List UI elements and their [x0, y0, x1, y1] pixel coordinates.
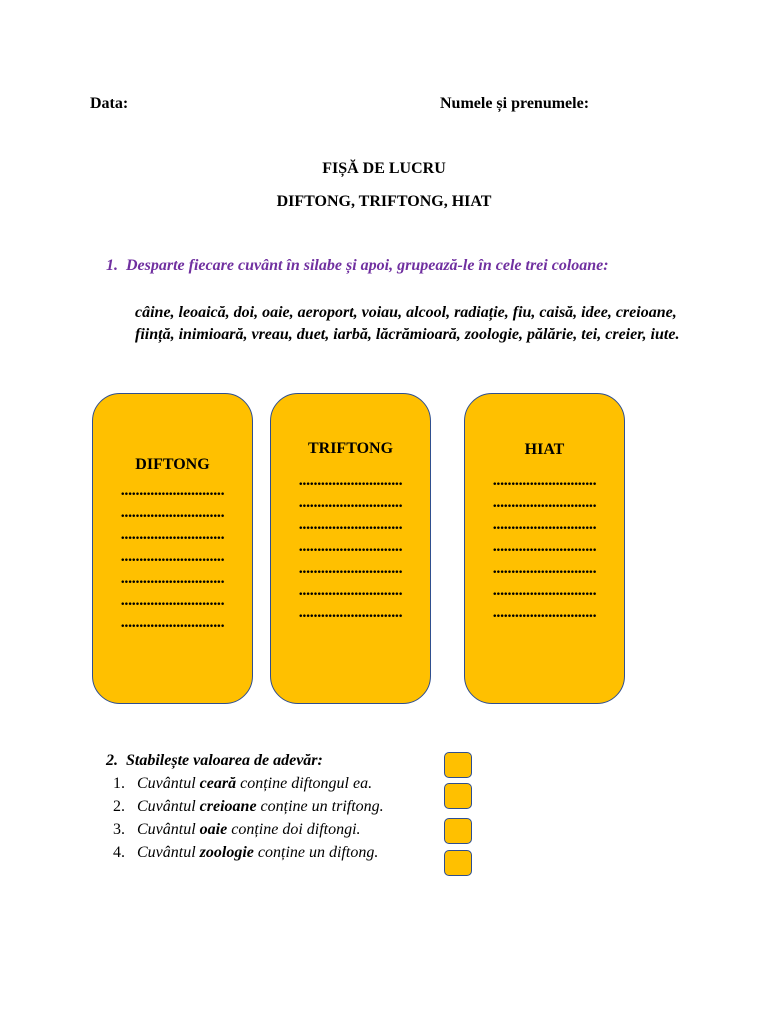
answer-line[interactable]: ............................: [298, 516, 403, 533]
date-label: Data:: [90, 95, 129, 112]
statement-4: 4. Cuvântul zoologie conține un diftong.: [113, 844, 379, 861]
answer-line[interactable]: ............................: [298, 494, 403, 511]
answer-box-4[interactable]: [444, 850, 472, 876]
answer-line[interactable]: ............................: [298, 582, 403, 599]
worksheet-title: FIȘĂ DE LUCRU: [322, 160, 446, 177]
answer-line[interactable]: ............................: [120, 504, 225, 521]
diftong-title: DIFTONG: [135, 456, 210, 473]
diftong-column: [92, 393, 253, 704]
answer-line[interactable]: ............................: [120, 614, 225, 631]
answer-line[interactable]: ............................: [298, 472, 403, 489]
answer-line[interactable]: ............................: [492, 560, 597, 577]
keyword: creioane: [199, 798, 257, 815]
hiat-title: HIAT: [524, 441, 565, 458]
task2-number: 2.: [106, 752, 118, 769]
answer-box-2[interactable]: [444, 783, 472, 809]
task1-instruction: [106, 257, 609, 275]
task1-number: 1.: [106, 257, 118, 274]
answer-line[interactable]: ............................: [298, 604, 403, 621]
answer-line[interactable]: ............................: [492, 472, 597, 489]
triftong-lines[interactable]: [271, 470, 430, 624]
task2-instruction: [106, 752, 323, 770]
keyword: oaie: [199, 821, 228, 838]
answer-line[interactable]: ............................: [120, 570, 225, 587]
statement-1: 1. Cuvântul ceară conține diftongul ea.: [113, 775, 373, 792]
answer-line[interactable]: ............................: [120, 526, 225, 543]
answer-line[interactable]: ............................: [120, 592, 225, 609]
diftong-lines[interactable]: [93, 480, 252, 634]
keyword: ceară: [199, 775, 237, 792]
hiat-lines[interactable]: [465, 470, 624, 624]
answer-line[interactable]: ............................: [298, 560, 403, 577]
keyword: zoologie: [199, 844, 254, 861]
triftong-title: TRIFTONG: [307, 440, 394, 457]
answer-box-1[interactable]: [444, 752, 472, 778]
answer-line[interactable]: ............................: [298, 538, 403, 555]
task1-text: Desparte fiecare cuvânt în silabe și apoi, grupează-le în cele trei coloane:: [126, 257, 609, 274]
answer-line[interactable]: ............................: [492, 516, 597, 533]
word-list: câine, leoaică, doi, oaie, aeroport, voiau, alcool, radiație, fiu, caisă, idee, creioane, ființă, inimioară, vreau, duet, iarbă, lăcrămioară, zoologie, pălărie, tei, creier, iute.: [135, 304, 680, 343]
answer-line[interactable]: ............................: [492, 582, 597, 599]
answer-line[interactable]: ............................: [492, 538, 597, 555]
name-label: Numele și prenumele:: [440, 95, 590, 112]
statement-2: 2. Cuvântul creioane conține un triftong.: [113, 798, 384, 815]
answer-line[interactable]: ............................: [120, 548, 225, 565]
worksheet-subtitle: DIFTONG, TRIFTONG, HIAT: [276, 193, 492, 210]
statement-3: 3. Cuvântul oaie conține doi diftongi.: [113, 821, 361, 838]
answer-line[interactable]: ............................: [120, 482, 225, 499]
hiat-column: [464, 393, 625, 704]
answer-line[interactable]: ............................: [492, 494, 597, 511]
answer-box-3[interactable]: [444, 818, 472, 844]
answer-line[interactable]: ............................: [492, 604, 597, 621]
task2-text: Stabilește valoarea de adevăr:: [126, 752, 323, 769]
triftong-column: [270, 393, 431, 704]
